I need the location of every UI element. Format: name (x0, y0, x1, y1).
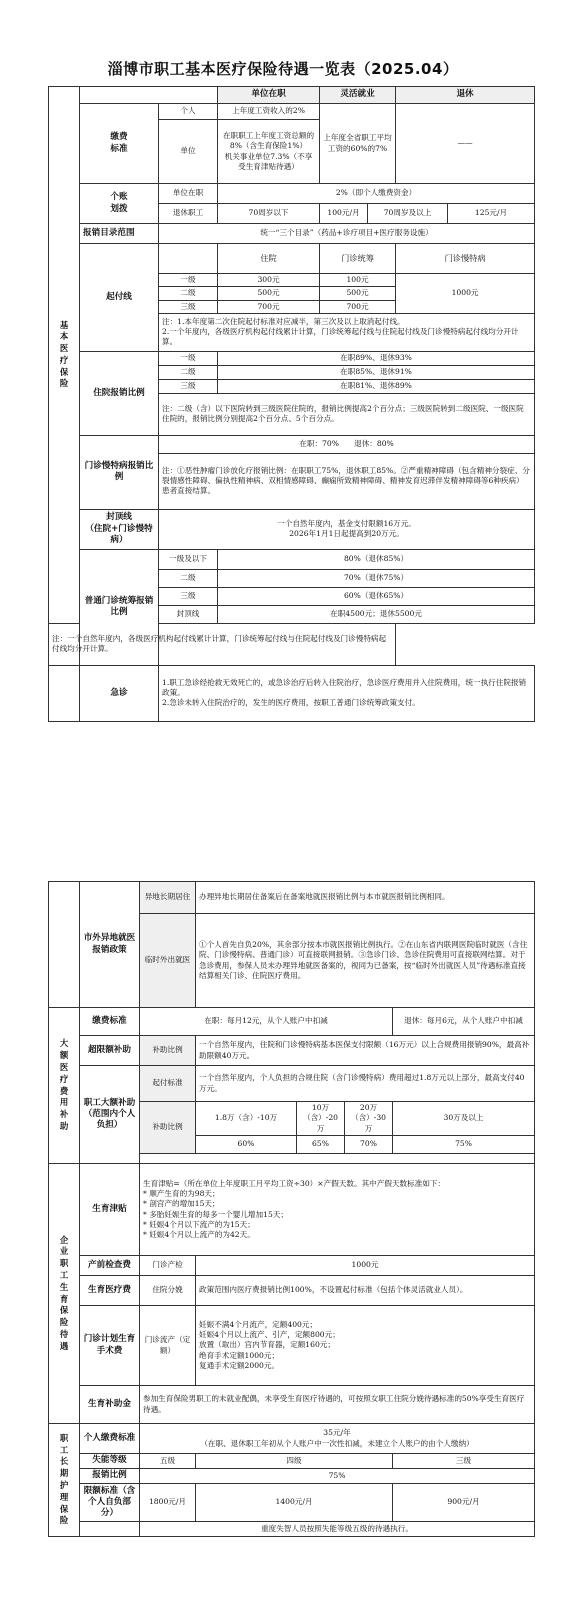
deductible-note: 注：1.本年度第二次住院起付标准对应减半，第三次及以上取消起付线。 2.一个年度内，各级医疗机构起付线累计计算，门诊统筹起付线与住院起付线及门诊慢特病起付线均分开计算。 (159, 313, 535, 351)
ltc-level-3: 三级 (393, 1454, 535, 1469)
remote-label: 市外异地就医报销政策 (80, 882, 140, 1008)
deductible-level-2: 二级 (159, 287, 218, 300)
outpatient-value-2: 70%（退休75%） (218, 569, 535, 587)
emergency-label: 急诊 (80, 665, 159, 721)
major-band-4: 30万及以上 (393, 1102, 535, 1136)
remote-temp-value: ①个人首先自负20%，其余部分按本市就医报销比例执行。②在山东省内联网医院临时就医（含住院、门诊慢特病、普通门诊）可直接联网报销。③急诊门诊、急诊住院费用可直接联网结算。对于急诊费用，参保人员未办理异地就医备案的，视同为已备案，按“临时外出就医人员”待遇标准直接结算相关门诊、住院医疗费用。 (196, 914, 535, 1008)
maternity-allowance-value: 生育津贴=（所在单位上年度职工月平均工资÷30）×产假天数。其中产假天数标准如下： * 顺产生育的为98天； * 剖宫产的增加15天； * 多胎妊娠生育的每多一个婴儿增加15天； * 妊娠4个月以下流产的为15天； * 妊娠4个月以上流产的为42天。 (140, 1164, 535, 1256)
remote-long-value: 办理异地长期居住备案后在备案地就医报销比例与本市就医报销比例相同。 (196, 882, 535, 914)
ltc-ratio-label: 报销比例 (80, 1469, 140, 1484)
contrib-unit-value: 在职职工上年度工资总额的8%（含生育保险1%） 机关事业单位7.3%（不享受生育津贴待遇） (218, 120, 320, 184)
maternity-prenatal-item: 门诊产检 (140, 1256, 196, 1276)
ltc-limit-4: 1400元/月 (196, 1484, 393, 1522)
major-band-3: 20万（含）-30万 (345, 1102, 393, 1136)
account-r2: 100元/月 (320, 204, 368, 224)
maternity-medical-value: 政策范围内医疗费报销比例100%，不设置起付标准（包括个体灵活就业人员）。 (196, 1276, 535, 1306)
account-r4: 125元/月 (448, 204, 535, 224)
contrib-label: 缴费 标准 (80, 104, 159, 184)
deductible-inpatient-1: 300元 (218, 274, 320, 287)
deductible-pool-1: 100元 (320, 274, 396, 287)
basic-medical-table (48, 86, 535, 722)
ltc-fee-value: 35元/年 （在职、退休职工年初从个人账户中一次性扣减，未建立个人账户的由个人缴纳） (140, 1424, 535, 1454)
deductible-level-3: 三级 (159, 300, 218, 313)
major-excess-label: 超限额补助 (80, 1036, 140, 1066)
deductible-inpatient-3: 700元 (218, 300, 320, 313)
emergency-value: 1.职工急诊经抢救无效死亡的，或急诊治疗后转入住院治疗，急诊医疗费用并入住院费用，统一执行住院报销政策。 2.急诊未转入住院治疗的，发生的医疗费用，按职工普通门诊统筹政策支付。 (159, 665, 535, 721)
maternity-family-item: 门诊流产（定额） (140, 1306, 196, 1386)
major-rate-1: 60% (196, 1136, 297, 1154)
outpatient-value-1: 80%（退休85%） (218, 549, 535, 569)
chronic-rates: 在职：70% 退休：80% (159, 435, 535, 453)
section-ltc: 职工长期护理保险 (49, 1424, 80, 1537)
col-retired: 退休 (396, 87, 535, 104)
account-r1: 70周岁以下 (218, 204, 320, 224)
major-fee-employed: 在职：每月12元，从个人账户中扣减 (140, 1008, 393, 1036)
inpatient-value-3: 在职81%、退休89% (218, 379, 535, 393)
ltc-limit-3: 900元/月 (393, 1484, 535, 1522)
account-r3: 70周岁及以上 (368, 204, 448, 224)
deductible-h-pool: 门诊统筹 (320, 244, 396, 274)
ltc-limit-5: 1800元/月 (140, 1484, 196, 1522)
inpatient-level-3: 三级 (159, 379, 218, 393)
major-fee-retired: 退休：每月6元，从个人账户中扣减 (393, 1008, 535, 1036)
maternity-family-label: 门诊计划生育手术费 (80, 1306, 140, 1386)
maternity-medical-label: 生育医疗费 (80, 1276, 140, 1306)
maternity-grant-label: 生育补助金 (80, 1386, 140, 1424)
chronic-note: 注：①恶性肿瘤门诊放化疗报销比例：在职职工75%，退休职工85%。②严重精神障碍（包含精神分裂症、分裂情感性障碍、偏执性精神病、双相情感障碍、癫痫所致精神障碍、精神发育迟滞伴发精神障碍等6种疾病）患者直接结算。 (159, 453, 535, 509)
account-employed-value: 2%（即个人缴费资金） (218, 184, 535, 204)
account-employed-label: 单位在职 (159, 184, 218, 204)
maternity-medical-item: 住院分娩 (140, 1276, 196, 1306)
inpatient-value-1: 在职89%、退休93% (218, 351, 535, 365)
outpatient-level-1: 一级及以下 (159, 549, 218, 569)
maternity-allowance-label: 生育津贴 (80, 1164, 140, 1256)
outpatient-level-4: 封顶线 (159, 605, 218, 623)
ltc-fee-label: 个人缴费标准 (80, 1424, 140, 1454)
contrib-flexible-value: 上年度全省职工平均工资的60%的7% (320, 104, 396, 184)
major-fee-label: 缴费标准 (80, 1008, 140, 1036)
deductible-label: 起付线 (80, 244, 159, 352)
ltc-level-5: 五级 (140, 1454, 196, 1469)
account-retired-label: 退休职工 (159, 204, 218, 224)
ltc-note: 重度失智人员按照失能等级五级的待遇执行。 (140, 1522, 535, 1537)
ltc-limit-label: 限额标准（含个人自负部分） (80, 1484, 140, 1522)
major-threshold-label: 起付标准 (140, 1066, 196, 1102)
major-excess-ratio: 补助比例 (140, 1036, 196, 1066)
inpatient-value-2: 在职85%、退休91% (218, 365, 535, 379)
ltc-ratio-value: 75% (140, 1469, 535, 1484)
ltc-level-label: 失能等级 (80, 1454, 140, 1469)
maternity-family-value: 妊娠不满4个月流产，定额400元； 妊娠4个月以上流产、引产，定额800元； 放置（取出）宫内节育器，定额160元； 绝育手术定额1000元； 复通手术定额2000元。 (196, 1306, 535, 1386)
contrib-personal-label: 个人 (159, 104, 218, 120)
outpatient-level-3: 三级 (159, 587, 218, 605)
major-rate-3: 70% (345, 1136, 393, 1154)
supplementary-table (48, 881, 535, 1537)
cap-label: 封顶线 （住院+门诊慢特病） (80, 509, 159, 549)
major-band-1: 1.8万（含）-10万 (196, 1102, 297, 1136)
major-excess-value: 一个自然年度内，住院和门诊慢特病基本医保支付限额（16万元）以上合规费用报销90%，最高补助限额40万元。 (196, 1036, 535, 1066)
deductible-chronic-value: 1000元 (396, 274, 535, 314)
cap-value: 一个自然年度内，基金支付限额16万元。 2026年1月1日起提高到20万元。 (159, 509, 535, 549)
maternity-prenatal-label: 产前检查费 (80, 1256, 140, 1276)
deductible-h-inpatient: 住院 (218, 244, 320, 274)
contrib-personal-value: 上年度工资收入的2% (218, 104, 320, 120)
major-threshold-value: 一个自然年度内，个人负担的合规住院（含门诊慢特病）费用超过1.8万元以上部分，最高支付40万元。 (196, 1066, 535, 1102)
col-flexible: 灵活就业 (320, 87, 396, 104)
major-big-label: 职工大额补助（范围内个人负担） (80, 1066, 140, 1164)
section-maternity: 企业职工生育保险待遇 (49, 1164, 80, 1424)
chronic-label: 门诊慢特病报销比例 (80, 435, 159, 509)
ltc-level-4: 四级 (196, 1454, 393, 1469)
deductible-inpatient-2: 500元 (218, 287, 320, 300)
inpatient-level-1: 一级 (159, 351, 218, 365)
deductible-h-chronic: 门诊慢特病 (396, 244, 535, 274)
page-title: 淄博市职工基本医疗保险待遇一览表（2025.04） (107, 60, 459, 78)
inpatient-note: 注：二级（含）以下医院转到三级医院住院的，报销比例提高2个百分点；三级医院转到二级医院、一级医院住院的，报销比例分别提高2个百分点、5个百分点。 (159, 393, 535, 435)
remote-long-label: 异地长期居住 (140, 882, 196, 914)
outpatient-level-2: 二级 (159, 569, 218, 587)
outpatient-note: 注：一个自然年度内，各级医疗机构起付线累计计算，门诊统筹起付线与住院起付线及门诊慢特病起付线均分开计算。 (49, 623, 396, 665)
remote-temp-label: 临时外出就医 (140, 914, 196, 1008)
deductible-level-1: 一级 (159, 274, 218, 287)
outpatient-value-3: 60%（退休65%） (218, 587, 535, 605)
section-major-medical: 大额医疗费用补助 (49, 1008, 80, 1164)
contrib-unit-label: 单位 (159, 120, 218, 184)
account-label: 个账 划拨 (80, 184, 159, 224)
major-band-2: 10万（含）-20万 (297, 1102, 345, 1136)
major-rate-2: 65% (297, 1136, 345, 1154)
outpatient-label: 普通门诊统筹报销比例 (80, 549, 159, 665)
deductible-pool-3: 700元 (320, 300, 396, 313)
inpatient-label: 住院报销比例 (80, 351, 159, 435)
outpatient-value-4: 在职4500元；退休5500元 (218, 605, 535, 623)
catalog-label: 报销目录范围 (80, 224, 159, 244)
maternity-prenatal-value: 1000元 (196, 1256, 535, 1276)
contrib-retired-value: —— (396, 104, 535, 184)
col-employed: 单位在职 (218, 87, 320, 104)
maternity-grant-value: 参加生育保险男职工的未就业配偶，未享受生育医疗待遇的，可按照女职工住院分娩待遇标准的50%享受生育医疗待遇。 (140, 1386, 535, 1424)
catalog-value: 统一“三个目录”（药品+诊疗项目+医疗服务设施） (159, 224, 535, 244)
major-rate-4: 75% (393, 1136, 535, 1154)
deductible-pool-2: 500元 (320, 287, 396, 300)
major-ratio-label: 补助比例 (140, 1102, 196, 1154)
inpatient-level-2: 二级 (159, 365, 218, 379)
section-basic-medical: 基本医疗保险 (49, 87, 80, 624)
